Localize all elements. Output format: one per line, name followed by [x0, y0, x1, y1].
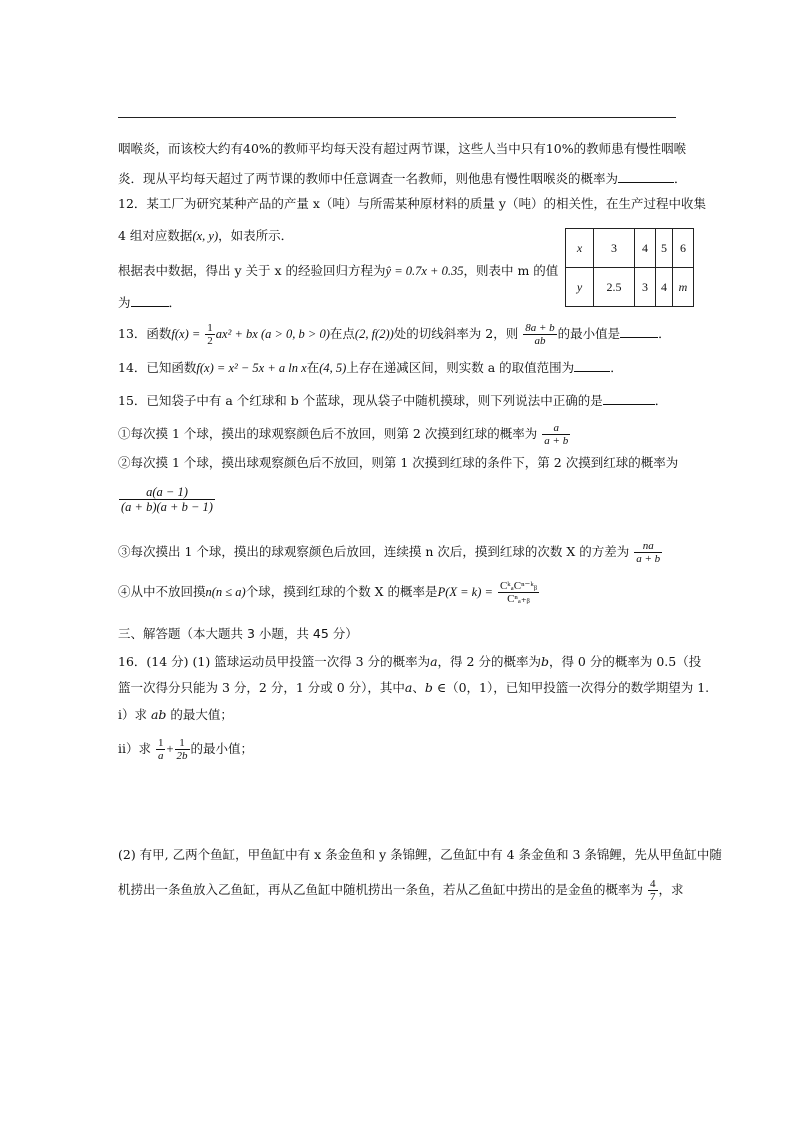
table-cell: 2.5 [594, 268, 635, 307]
q12-text-c: ，如表所示． [218, 228, 294, 243]
answer-blank [620, 325, 658, 338]
q13-text-c: 处的切线斜率为 2，则 [393, 326, 519, 341]
answer-blank [574, 359, 610, 372]
answer-blank [603, 392, 655, 405]
frac-num: na [634, 540, 662, 553]
q12-pair: (x, y) [192, 229, 219, 243]
q12-text-3b: ，则表中 m 的值 [463, 263, 559, 278]
q15-o2-frac [119, 485, 215, 514]
frac-num: CᵏₐCⁿ⁻ᵏᵦ [499, 580, 537, 592]
q14-eq: f(x) = x² − 5x + a ln x [196, 361, 307, 375]
q16-p2-frac [648, 878, 658, 903]
q12-line-3 [118, 263, 558, 279]
frac-den: Cⁿₐ₊ᵦ [507, 593, 530, 605]
q16-line-2: 篮一次得分只能为 3 分，2 分，1 分或 0 分），其中𝑎、𝑏 ∈（0，1），已知甲投篮一次得分的数学期望为 1. [118, 680, 710, 695]
frac-num: a(a − 1) [119, 485, 215, 500]
table-cell: 6 [673, 229, 694, 268]
q16-p2-end: ，求 [658, 882, 684, 897]
q13-text-d: 的最小值是 [557, 326, 621, 341]
table-cell: 4 [656, 268, 673, 307]
q15-option-2-frac-line [118, 485, 216, 514]
frac-den: ab [534, 335, 546, 347]
plus-sign: + [166, 742, 174, 756]
frac-num: 4 [650, 878, 656, 890]
q14-text-a: 14．已知函数 [118, 360, 197, 375]
q14-text-c: 上存在递减区间，则实数 a 的取值范围为 [346, 360, 575, 375]
q16-ii-frac-2 [175, 737, 190, 762]
frac-num: 8a + b [525, 322, 555, 334]
q15-o3-text: ③每次摸出 1 个球，摸出的球观察颜色后放回，连续摸 n 次后，摸到红球的次数 X 的方差为 [118, 544, 630, 559]
q15-o4-p: P(X = k) = [437, 585, 493, 599]
q12-line-1: 12．某工厂为研究某种产品的产量 x（吨）与所需某种原材料的质量 y（吨）的相关性，在生产过程中收集 [118, 196, 706, 211]
q14-line: 14．已知函数f(x) = x² − 5x + a ln x在(4, 5)上存在递减区间，则实数 a 的取值范围为 ． [118, 360, 623, 375]
q16-ii-text-b: 的最小值； [190, 741, 254, 756]
frac-den: 7 [650, 891, 656, 903]
frac-den: a + b [636, 553, 661, 565]
q13-text-a: 13．函数 [118, 326, 172, 341]
table-cell: y [566, 268, 594, 307]
frac-den: 2 [207, 335, 213, 347]
q12-data-table [565, 228, 694, 307]
header-rule [118, 117, 676, 118]
q13-frac [523, 322, 556, 347]
table-cell: 3 [635, 268, 656, 307]
q11-text: 炎．现从平均每天超过了两节课的教师中任意调查一名教师，则他患有慢性咽喉炎的概率为 [118, 171, 619, 186]
q16-p2-text: 机捞出一条鱼放入乙鱼缸，再从乙鱼缸中随机捞出一条鱼，若从乙鱼缸中捞出的是金鱼的概率为 [118, 882, 644, 897]
answer-blank [131, 294, 169, 307]
q15-o4-frac [498, 580, 539, 605]
q12-line-2 [118, 228, 293, 244]
q15-o4-text-a: ④从中不放回摸 [118, 584, 206, 599]
q12-text-a: 4 组对应数据 [118, 228, 193, 243]
frac-den: 2b [176, 750, 188, 762]
q15-option-3 [118, 540, 663, 565]
q13-point: (2, f(2)) [354, 327, 394, 341]
q15-option-2: ②每次摸 1 个球，摸出球观察颜色后不放回，则第 1 次摸到红球的条件下，第 2 次摸到红球的概率为 [118, 455, 679, 470]
q12-text-4: 为 [118, 295, 131, 310]
q16-ii-frac-1 [156, 737, 166, 762]
table-row-x [566, 229, 694, 268]
q15-o3-frac [634, 540, 662, 565]
frac-num: 1 [175, 737, 190, 750]
q13-line: 13．函数f(x) = $\frac{1}{2}$ ax² + bx (a > 0, b > 0)在点(2, f(2))处的切线斜率为 2，则 $\frac{8a + b}{ab}$ 的最小值是 ． [118, 322, 671, 347]
q13-text-b: 在点 [329, 326, 355, 341]
q15-option-4 [118, 580, 540, 605]
q14-interval: (4, 5) [319, 361, 347, 375]
q13-rest: ax² + bx (a > 0, b > 0) [215, 327, 330, 341]
frac-den: a + b [544, 435, 569, 447]
q15-option-1 [118, 422, 571, 447]
frac-num: 1 [157, 737, 164, 749]
q16-sub-ii [118, 737, 253, 762]
q15-o4-text-b: 个球，摸到红球的个数 X 的概率是 [245, 584, 438, 599]
q13-f: f(x) = [171, 327, 201, 341]
q15-stem: 15．已知袋子中有 a 个红球和 b 个蓝球，现从袋子中随机摸球，则下列说法中正确的是 ． [118, 393, 668, 408]
q16-part2-line-2 [118, 878, 684, 903]
section-heading: 三、解答题（本大题共 3 小题，共 45 分） [118, 626, 358, 641]
table-cell: 4 [635, 229, 656, 268]
q11-line-1: 咽喉炎，而该校大约有40%的教师平均每天没有超过两节课，这些人当中只有10%的教师患有慢性咽喉 [118, 141, 687, 156]
table-cell: 3 [594, 229, 635, 268]
q16-sub-i: i）求 𝑎𝑏 的最大值； [118, 707, 233, 722]
q16-ii-text-a: ii）求 [118, 741, 151, 756]
frac-den: (a + b)(a + b − 1) [121, 500, 213, 514]
q15-o1-text: ①每次摸 1 个球，摸出的球观察颜色后不放回，则第 2 次摸到红球的概率为 [118, 426, 538, 441]
frac-den: a [157, 750, 164, 762]
q16-line-1: 16．(14 分) (1) 篮球运动员甲投篮一次得 3 分的概率为𝑎，得 2 分的概率为𝑏，得 0 分的概率为 0.5（投 [118, 654, 702, 669]
answer-blank [618, 170, 674, 183]
table-row-y [566, 268, 694, 307]
frac-num: 1 [207, 322, 213, 334]
table-cell: 5 [656, 229, 673, 268]
table-cell: m [673, 268, 694, 307]
q16-part2-line-1: (2) 有甲, 乙两个鱼缸，甲鱼缸中有 x 条金鱼和 y 条锦鲤，乙鱼缸中有 4 条金鱼和 3 条锦鲤，先从甲鱼缸中随 [118, 847, 722, 862]
q15-o1-frac [542, 422, 570, 447]
q12-line-4: 为 ． [118, 295, 182, 310]
q13-half [205, 322, 215, 347]
q15-stem-text: 15．已知袋子中有 a 个红球和 b 个蓝球，现从袋子中随机摸球，则下列说法中正确的是 [118, 393, 603, 408]
q12-text-3a: 根据表中数据，得出 y 关于 x 的经验回归方程为 [118, 263, 386, 278]
q14-text-b: 在 [306, 360, 320, 375]
table-cell: x [566, 229, 594, 268]
frac-num: a [542, 422, 570, 435]
q15-o4-cond: n(n ≤ a) [205, 585, 246, 599]
q11-line-2: 炎．现从平均每天超过了两节课的教师中任意调查一名教师，则他患有慢性咽喉炎的概率为 ． [118, 171, 687, 186]
q12-regression-eq: ŷ = 0.7x + 0.35 [385, 264, 464, 278]
